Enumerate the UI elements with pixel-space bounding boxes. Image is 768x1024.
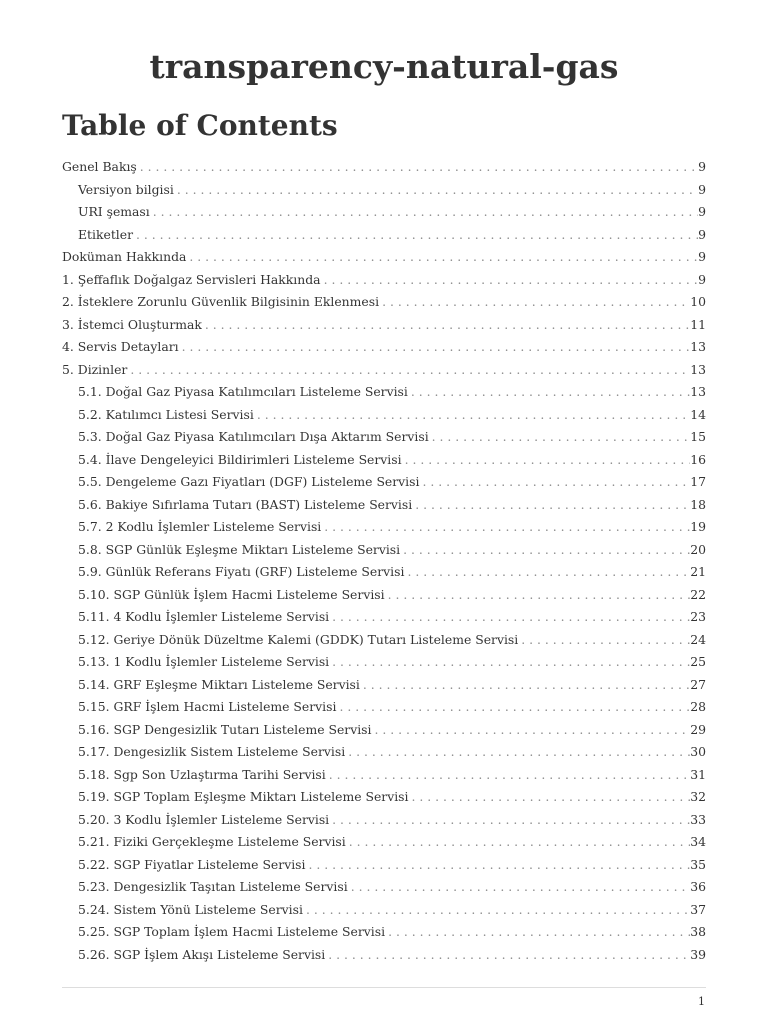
toc-entry-page[interactable]: 17 [690, 474, 706, 489]
toc-entry[interactable] [62, 786, 706, 809]
toc-entry-page[interactable]: 23 [690, 609, 706, 624]
toc-entry[interactable] [62, 539, 706, 562]
toc-dot-leader [321, 516, 690, 539]
toc-entry-page[interactable]: 36 [690, 879, 706, 894]
toc-entry[interactable] [62, 921, 706, 944]
toc-entry-page[interactable]: 9 [698, 271, 706, 287]
toc-dot-leader [133, 224, 698, 247]
toc-entry-page[interactable]: 30 [690, 744, 706, 759]
toc-entry-page[interactable]: 9 [698, 159, 706, 174]
toc-entry-page[interactable]: 24 [690, 631, 706, 647]
toc-entry-page[interactable]: 13 [690, 384, 706, 399]
toc-dot-leader [346, 831, 690, 854]
toc-dot-leader [329, 809, 690, 832]
toc-dot-leader [326, 764, 690, 787]
toc-entry[interactable] [62, 899, 706, 922]
toc-dot-leader [400, 539, 690, 562]
toc-entry[interactable] [62, 359, 706, 382]
toc-entry-page[interactable]: 20 [690, 541, 706, 557]
toc-entry-label[interactable]: 5.8. SGP Günlük Eşleşme Miktarı Listeleme Servisi [78, 541, 401, 557]
toc-entry[interactable] [62, 314, 706, 337]
toc-entry-page[interactable]: 25 [690, 654, 706, 669]
toc-entry-label[interactable]: 5.15. GRF İşlem Hacmi Listeleme Servisi [78, 699, 337, 714]
toc-dot-leader [150, 201, 698, 224]
toc-dot-leader [518, 629, 690, 652]
toc-entry-page[interactable]: 10 [690, 294, 706, 309]
toc-entry[interactable] [62, 809, 706, 832]
toc-entry[interactable] [62, 651, 706, 674]
toc-entry-label[interactable]: Genel Bakış [62, 159, 137, 174]
toc-entry-label[interactable]: 5.22. SGP Fiyatlar Listeleme Servisi [78, 856, 306, 872]
toc-entry-page[interactable]: 29 [690, 721, 706, 737]
toc-entry-label[interactable]: 5.6. Bakiye Sıfırlama Tutarı (BAST) Listeleme Servisi [78, 496, 413, 512]
toc-dot-leader [419, 471, 690, 494]
toc-entry[interactable] [62, 471, 706, 494]
toc-entry[interactable] [62, 516, 706, 539]
toc-dot-leader [179, 336, 691, 359]
toc-entry-page[interactable]: 9 [698, 249, 706, 264]
toc-dot-leader [329, 606, 690, 629]
toc-dot-leader [336, 696, 690, 719]
toc-entry-page[interactable]: 37 [690, 901, 706, 917]
toc-dot-leader [404, 561, 690, 584]
page-number: 1 [698, 995, 705, 1008]
toc-entry[interactable] [62, 629, 706, 652]
toc-entry-page[interactable]: 9 [698, 226, 706, 242]
toc-entry[interactable] [62, 831, 706, 854]
toc-entry-page[interactable]: 15 [690, 429, 706, 444]
toc-entry-label[interactable]: 5.7. 2 Kodlu İşlemler Listeleme Servisi [78, 519, 322, 534]
toc-entry-label[interactable]: 5.2. Katılımcı Listesi Servisi [78, 406, 254, 422]
toc-entry-page[interactable]: 39 [690, 946, 706, 962]
toc-entry[interactable] [62, 156, 706, 179]
toc-entry-label[interactable]: 5.16. SGP Dengesizlik Tutarı Listeleme Servisi [78, 721, 372, 737]
toc-dot-leader [345, 741, 690, 764]
toc-entry-label[interactable]: 5.14. GRF Eşleşme Miktarı Listeleme Servisi [78, 676, 360, 692]
document-title: transparency-natural-gas [149, 47, 619, 86]
toc-entry[interactable] [62, 741, 706, 764]
toc-entry-page[interactable]: 9 [698, 204, 706, 219]
toc-entry-page[interactable]: 38 [690, 924, 706, 939]
toc-dot-leader [372, 719, 691, 742]
toc-dot-leader [254, 404, 690, 427]
toc-entry[interactable] [62, 336, 706, 359]
toc-entry[interactable] [62, 764, 706, 787]
toc-dot-leader [329, 651, 690, 674]
toc-entry-label[interactable]: 5.20. 3 Kodlu İşlemler Listeleme Servisi [78, 811, 330, 827]
toc-entry[interactable] [62, 854, 706, 877]
toc-dot-leader [408, 381, 690, 404]
toc-entry-page[interactable]: 18 [690, 496, 706, 512]
toc-entry-label[interactable]: 3. İstemci Oluşturmak [62, 316, 202, 332]
toc-entry-page[interactable]: 16 [690, 451, 706, 467]
toc-entry-page[interactable]: 19 [690, 519, 706, 534]
toc-entry-label[interactable]: 5.12. Geriye Dönük Düzeltme Kalemi (GDDK) Tutarı Listeleme Servisi [78, 631, 519, 647]
toc-entry-label[interactable]: 5.4. İlave Dengeleyici Bildirimleri Listeleme Servisi [78, 451, 402, 467]
toc-entry-label[interactable]: 5. Dizinler [62, 361, 128, 377]
toc-dot-leader [379, 291, 690, 314]
toc-entry[interactable] [62, 494, 706, 517]
toc-entry-label[interactable]: 5.23. Dengesizlik Taşıtan Listeleme Servisi [78, 879, 348, 894]
toc-dot-leader [402, 449, 691, 472]
toc-entry[interactable] [62, 201, 706, 224]
toc-entry[interactable] [62, 291, 706, 314]
toc-entry[interactable] [62, 561, 706, 584]
toc-entry[interactable] [62, 404, 706, 427]
toc-entry[interactable] [62, 224, 706, 247]
footer-divider [62, 987, 706, 988]
toc-dot-leader [325, 944, 690, 967]
toc-dot-leader [186, 246, 698, 269]
toc-dot-leader [303, 899, 690, 922]
toc-entry-label[interactable]: 5.25. SGP Toplam İşlem Hacmi Listeleme Servisi [78, 924, 386, 939]
toc-entry-label[interactable]: Versiyon bilgisi [78, 181, 174, 197]
toc-entry[interactable] [62, 246, 706, 269]
toc-entry[interactable] [62, 381, 706, 404]
toc-entry-label[interactable]: 5.5. Dengeleme Gazı Fiyatları (DGF) Listeleme Servisi [78, 474, 420, 489]
toc-heading: Table of Contents [62, 109, 338, 142]
toc-entry-label[interactable]: 5.18. Sgp Son Uzlaştırma Tarihi Servisi [78, 766, 326, 782]
toc-dot-leader [321, 269, 699, 292]
toc-entry-label[interactable]: 5.1. Doğal Gaz Piyasa Katılımcıları Listeleme Servisi [78, 384, 408, 399]
toc-entry[interactable] [62, 674, 706, 697]
toc-dot-leader [137, 156, 698, 179]
toc-entry-label[interactable]: 5.10. SGP Günlük İşlem Hacmi Listeleme Servisi [78, 586, 385, 602]
toc-entry[interactable] [62, 876, 706, 899]
toc-entry-label[interactable]: 1. Şeffaflık Doğalgaz Servisleri Hakkında [62, 271, 321, 287]
toc-dot-leader [385, 921, 690, 944]
toc-dot-leader [127, 359, 690, 382]
toc-entry-page[interactable]: 22 [690, 586, 706, 602]
toc-dot-leader [305, 854, 690, 877]
table-of-contents [62, 156, 706, 966]
toc-dot-leader [409, 786, 691, 809]
toc-entry-label[interactable]: 5.19. SGP Toplam Eşleşme Miktarı Listeleme Servisi [78, 789, 409, 804]
toc-entry-page[interactable]: 32 [690, 789, 706, 804]
toc-entry-page[interactable]: 28 [690, 699, 706, 714]
toc-entry[interactable] [62, 426, 706, 449]
toc-entry-label[interactable]: 5.13. 1 Kodlu İşlemler Listeleme Servisi [78, 654, 330, 669]
toc-entry-label[interactable]: 5.11. 4 Kodlu İşlemler Listeleme Servisi [78, 609, 330, 624]
toc-entry[interactable] [62, 449, 706, 472]
toc-dot-leader [412, 494, 690, 517]
toc-entry-page[interactable]: 11 [690, 316, 706, 332]
toc-entry-page[interactable]: 33 [690, 811, 706, 827]
toc-entry-page[interactable]: 21 [690, 564, 706, 579]
toc-entry-label[interactable]: 4. Servis Detayları [62, 339, 179, 354]
toc-dot-leader [348, 876, 691, 899]
toc-entry-label[interactable]: Etiketler [78, 226, 134, 242]
toc-entry-page[interactable]: 35 [690, 856, 706, 872]
toc-entry[interactable] [62, 696, 706, 719]
toc-entry[interactable] [62, 606, 706, 629]
toc-entry-label[interactable]: 5.17. Dengesizlik Sistem Listeleme Servisi [78, 744, 346, 759]
toc-entry-label[interactable]: Doküman Hakkında [62, 249, 187, 264]
toc-entry[interactable] [62, 944, 706, 967]
toc-entry-page[interactable]: 13 [690, 339, 706, 354]
toc-dot-leader [202, 314, 690, 337]
toc-dot-leader [385, 584, 691, 607]
toc-entry-label[interactable]: 5.26. SGP İşlem Akışı Listeleme Servisi [78, 946, 326, 962]
toc-entry[interactable] [62, 584, 706, 607]
toc-entry-page[interactable]: 9 [698, 181, 706, 197]
toc-entry-label[interactable]: 5.24. Sistem Yönü Listeleme Servisi [78, 901, 303, 917]
toc-entry-page[interactable]: 27 [690, 676, 706, 692]
toc-entry[interactable] [62, 269, 706, 292]
toc-entry-page[interactable]: 34 [690, 834, 706, 849]
toc-entry-label[interactable]: 5.3. Doğal Gaz Piyasa Katılımcıları Dışa Aktarım Servisi [78, 429, 429, 444]
toc-entry[interactable] [62, 719, 706, 742]
toc-entry-label[interactable]: URI şeması [78, 204, 150, 219]
toc-dot-leader [360, 674, 690, 697]
toc-entry[interactable] [62, 179, 706, 202]
toc-entry-page[interactable]: 13 [690, 361, 706, 377]
toc-entry-label[interactable]: 5.9. Günlük Referans Fiyatı (GRF) Listeleme Servisi [78, 564, 405, 579]
toc-entry-label[interactable]: 5.21. Fiziki Gerçekleşme Listeleme Servisi [78, 834, 346, 849]
toc-dot-leader [174, 179, 698, 202]
toc-entry-page[interactable]: 31 [690, 766, 706, 782]
toc-entry-label[interactable]: 2. İsteklere Zorunlu Güvenlik Bilgisinin Eklenmesi [62, 294, 380, 309]
toc-dot-leader [429, 426, 691, 449]
toc-entry-page[interactable]: 14 [690, 406, 706, 422]
